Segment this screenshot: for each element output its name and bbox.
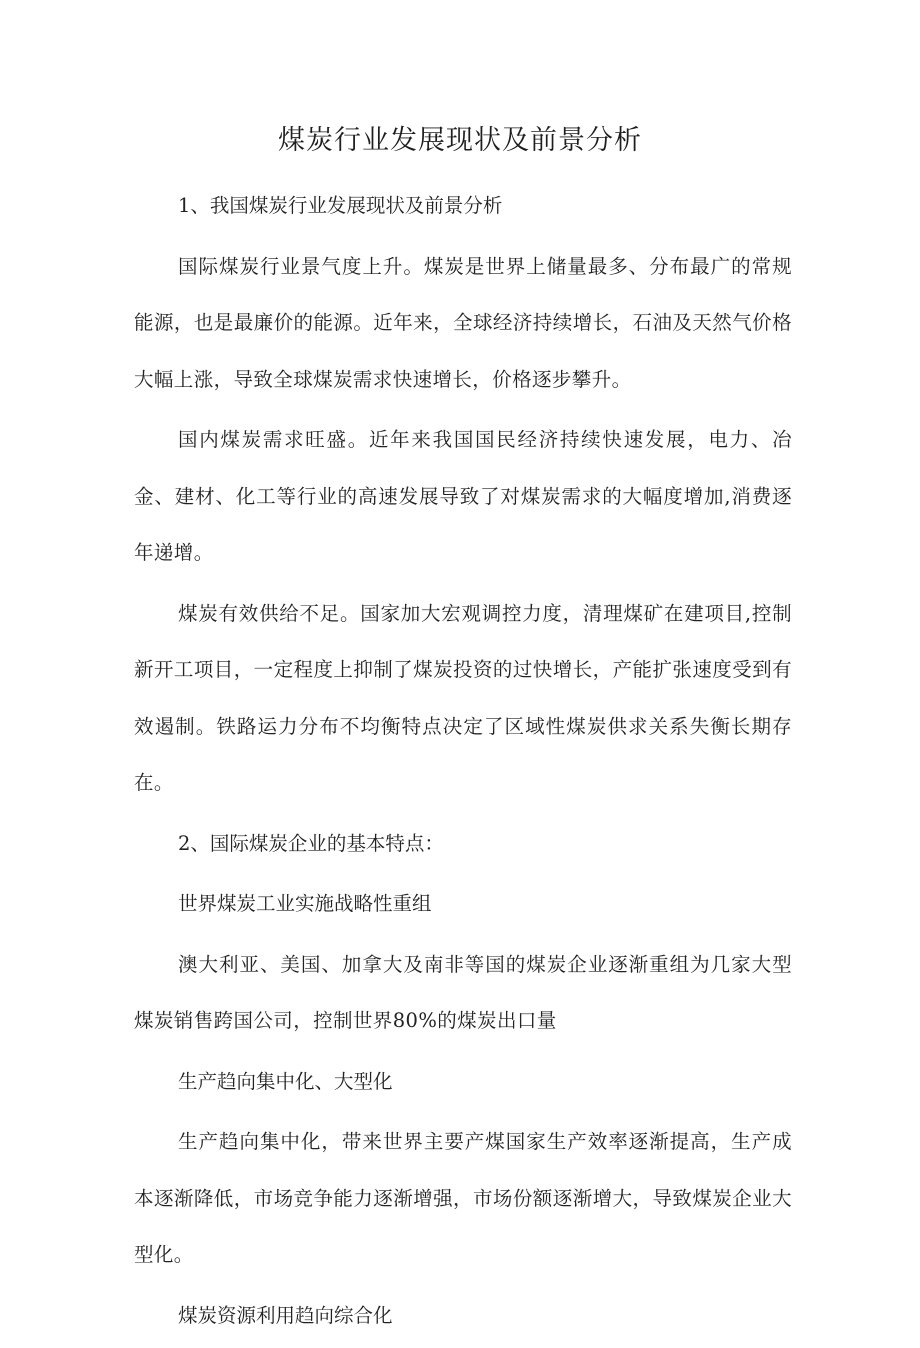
paragraph-restructuring: 澳大利亚、美国、加拿大及南非等国的煤炭企业逐渐重组为几家大型煤炭销售跨国公司，控制世界80%的煤炭出口量 bbox=[134, 952, 792, 1032]
paragraph-concentration: 生产趋向集中化，带来世界主要产煤国家生产效率逐渐提高，生产成本逐渐降低，市场竞争能力逐渐增强，市场份额逐渐增大，导致煤炭企业大型化。 bbox=[134, 1130, 792, 1266]
section-heading-1: 1、我国煤炭行业发展现状及前景分析 bbox=[178, 194, 503, 217]
paragraph-international-demand: 国际煤炭行业景气度上升。煤炭是世界上储量最多、分布最广的常规能源，也是最廉价的能源。近年来，全球经济持续增长，石油及天然气价格大幅上涨，导致全球煤炭需求快速增长，价格逐步攀升。 bbox=[134, 254, 792, 391]
subheading-restructuring: 世界煤炭工业实施战略性重组 bbox=[178, 892, 432, 915]
section-heading-2: 2、国际煤炭企业的基本特点： bbox=[178, 831, 444, 855]
subheading-concentration: 生产趋向集中化、大型化 bbox=[178, 1069, 393, 1093]
document-title: 煤炭行业发展现状及前景分析 bbox=[278, 125, 642, 156]
document-body bbox=[134, 178, 792, 1348]
paragraph-supply-shortage: 煤炭有效供给不足。国家加大宏观调控力度，清理煤矿在建项目,控制新开工项目，一定程度上抑制了煤炭投资的过快增长，产能扩张速度受到有效遏制。铁路运力分布不均衡特点决定了区域性煤炭供求关系失衡长期存在。 bbox=[134, 601, 792, 794]
paragraph-domestic-demand: 国内煤炭需求旺盛。近年来我国国民经济持续快速发展，电力、冶金、建材、化工等行业的高速发展导致了对煤炭需求的大幅度增加,消费逐年递增。 bbox=[134, 428, 792, 564]
subheading-comprehensive-use: 煤炭资源利用趋向综合化 bbox=[178, 1303, 393, 1327]
